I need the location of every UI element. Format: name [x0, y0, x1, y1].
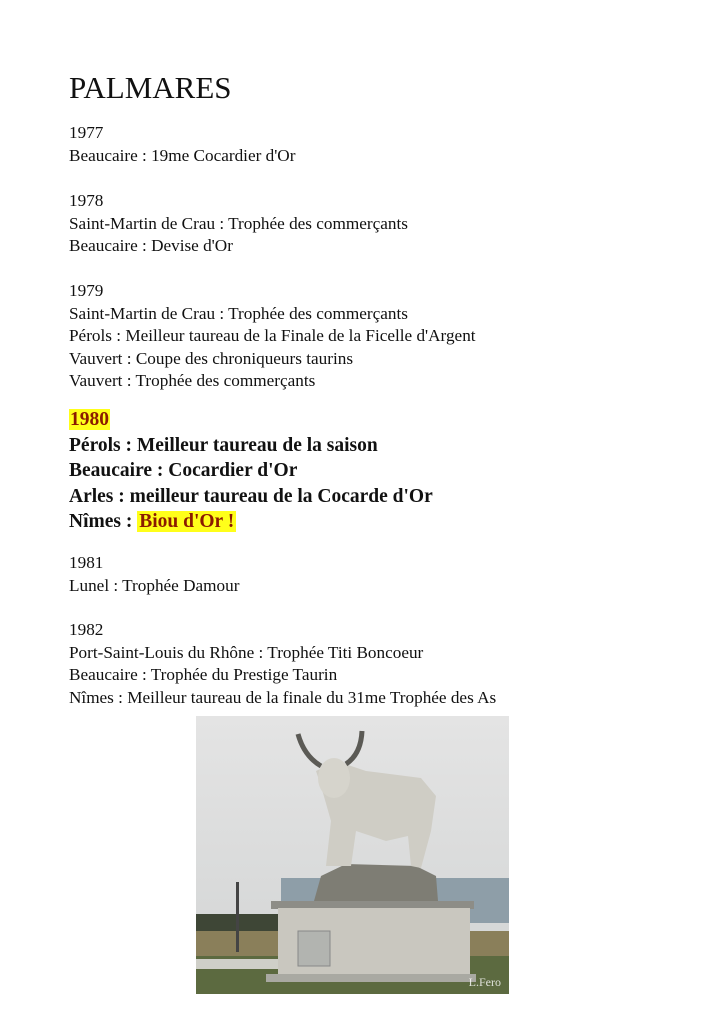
section-1978 [69, 190, 408, 258]
bull-statue-photo [196, 716, 509, 994]
award-item: Vauvert : Trophée des commerçants [69, 371, 316, 390]
year: 1977 [69, 123, 104, 142]
award-item: Beaucaire : 19me Cocardier d'Or [69, 145, 296, 165]
award-item: Saint-Martin de Crau : Trophée des commerçants [69, 213, 408, 233]
award-item: Beaucaire : Trophée du Prestige Taurin [69, 665, 338, 684]
section-1979 [69, 280, 476, 393]
award-highlighted: Biou d'Or ! [139, 511, 235, 532]
year: 1978 [69, 191, 104, 210]
section-1981 [69, 552, 239, 597]
year-highlighted: 1980 [70, 409, 109, 430]
year: 1979 [69, 281, 104, 300]
year: 1981 [69, 553, 104, 572]
year: 1982 [69, 620, 104, 639]
award-item: Arles : meilleur taureau de la Cocarde d'Or [69, 485, 433, 507]
award-item: Nîmes : Meilleur taureau de la finale du 31me Trophée des As [69, 687, 497, 707]
section-1980 [69, 407, 433, 535]
section-1982 [69, 619, 496, 709]
section-1977 [69, 122, 295, 167]
award-item: Pérols : Meilleur taureau de la Finale de la Ficelle d'Argent [69, 326, 476, 345]
award-item: Lunel : Trophée Damour [69, 575, 240, 595]
award-item: Vauvert : Coupe des chroniqueurs taurins [69, 348, 354, 368]
award-item: Beaucaire : Devise d'Or [69, 236, 233, 255]
award-prefix: Nîmes : [69, 511, 138, 532]
photo-watermark: L.Fero [468, 975, 501, 989]
award-item: Saint-Martin de Crau : Trophée des commerçants [69, 303, 408, 323]
award-item: Beaucaire : Cocardier d'Or [69, 460, 298, 481]
award-item: Pérols : Meilleur taureau de la saison [69, 434, 378, 456]
award-item: Port-Saint-Louis du Rhône : Trophée Titi Boncoeur [69, 642, 424, 662]
page-title: PALMARES [69, 70, 232, 105]
award-item [69, 509, 433, 535]
